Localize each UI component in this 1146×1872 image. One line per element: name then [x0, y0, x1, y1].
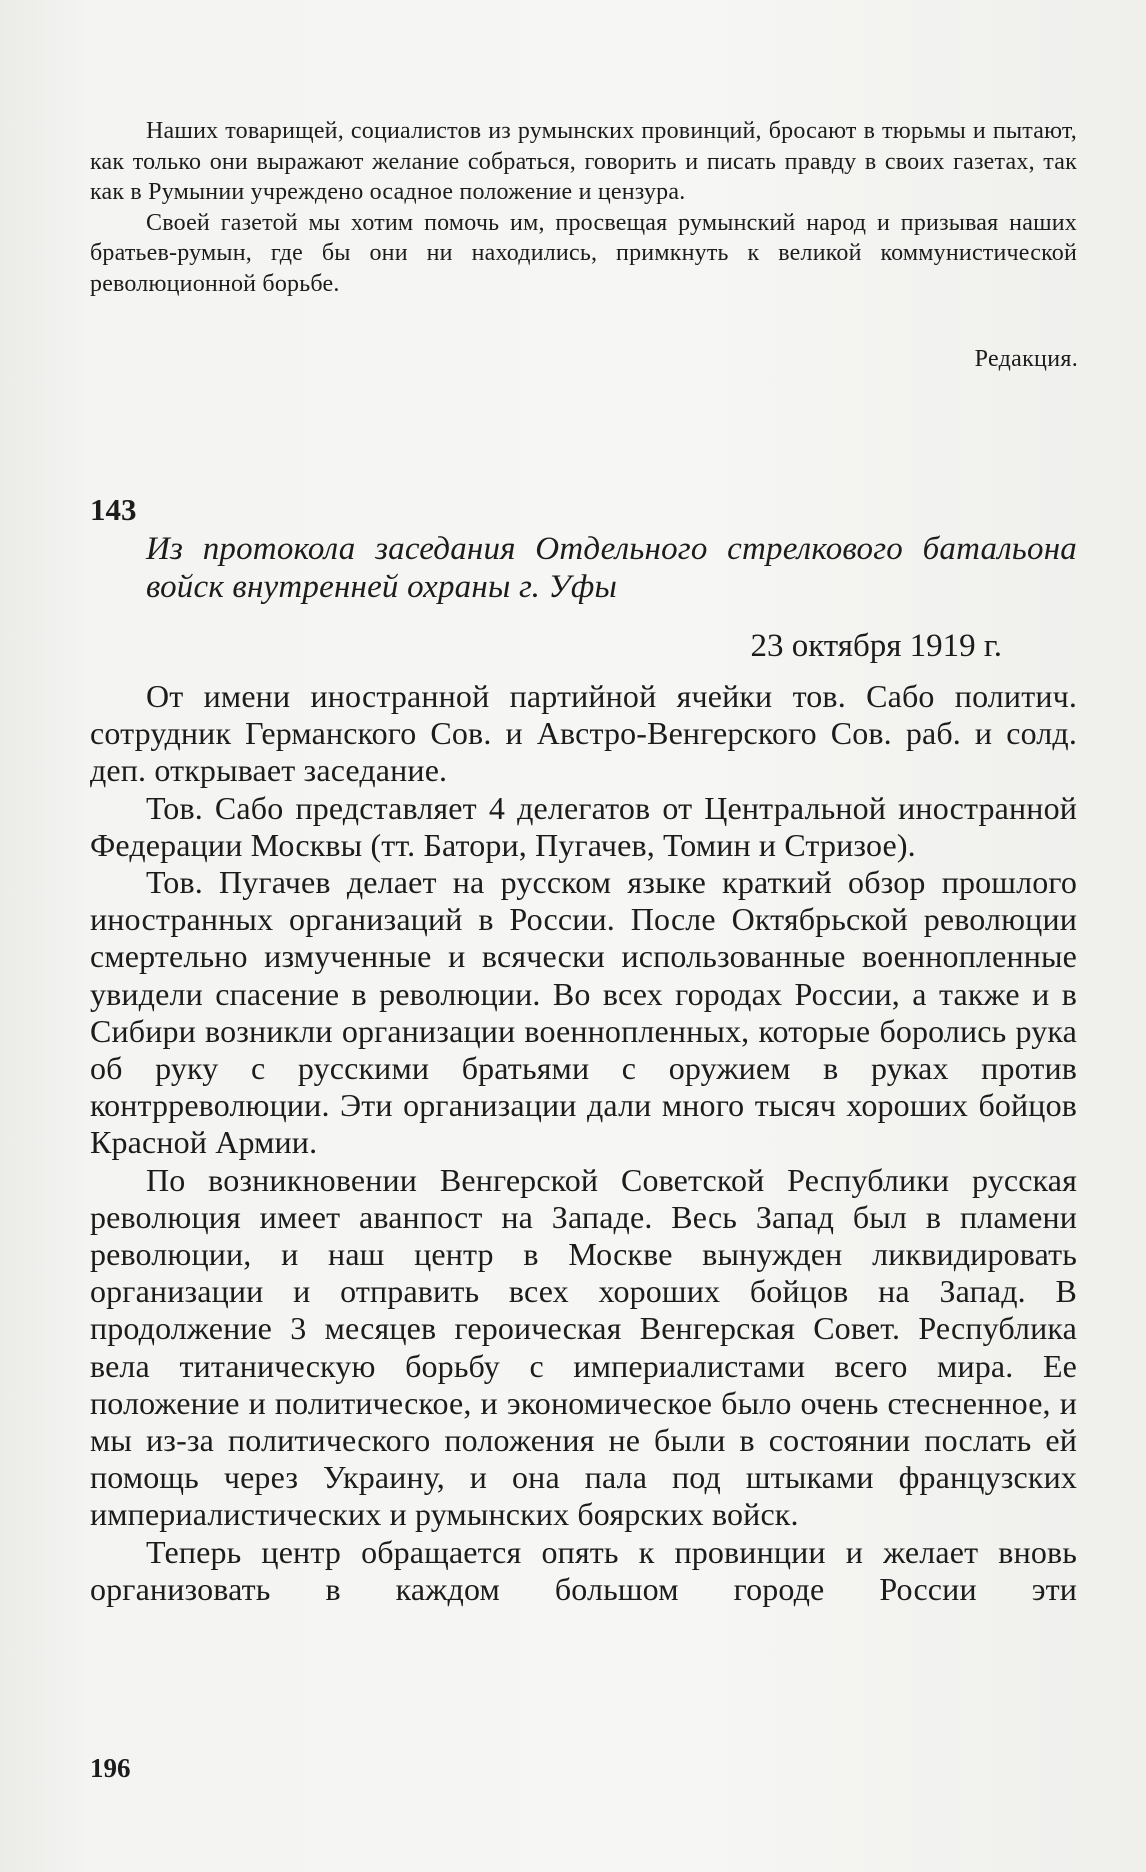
document-number: 143 — [90, 492, 137, 527]
intro-paragraph: Своей газетой мы хотим помочь им, просвещая румынский народ и призывая наших братьев-румын, где бы они ни находились, примкнуть к великой коммунистической революционной борьбе. — [90, 209, 1077, 297]
intro-paragraph: Наших товарищей, социалистов из румынских провинций, бросают в тюрьмы и пытают, как только они выражают желание собраться, говорить и писать правду в своих газетах, так как в Румынии учреждено осадное положение и цензура. — [90, 118, 1077, 205]
document-body — [90, 678, 1077, 1608]
document-title: Из протокола заседания Отдельного стрелкового батальона войск внутренней охраны г. Уфы — [146, 531, 1077, 605]
document-date: 23 октября 1919 г. — [750, 628, 1002, 664]
body-paragraph: По возникновении Венгерской Советской Республики русская революция имеет аванпост на Западе. Весь Запад был в пламени революции, и наш центр в Москве вынужден ликвидировать организации и отправить всех хороших бойцов на Запад. В продолжение 3 месяцев героическая Венгерская Совет. Республика вела титаническую борьбу с империалистами всего мира. Ее положение и политическое, и экономическое было очень стесненное, и мы из-за политического положения не были в состоянии послать ей помощь через Украину, и она пала под штыками французских империалистических и румынских боярских войск. — [90, 1161, 1077, 1533]
editorial-signature: Редакция. — [974, 346, 1078, 372]
page-number: 196 — [90, 1753, 131, 1783]
intro-text — [90, 116, 1077, 299]
body-paragraph: Тов. Сабо представляет 4 делегатов от Центральной иностранной Федерации Москвы (тт. Батори, Пугачев, Томин и Стризое). — [90, 789, 1077, 863]
body-paragraph: Тов. Пугачев делает на русском языке краткий обзор прошлого иностранных организаций в России. После Октябрьской революции смертельно измученные и всячески использованные военнопленные увидели спасение в революции. Во всех городах России, а также и в Сибири возникли организации военнопленных, которые боролись рука об руку с русскими братьями с оружием в руках против контрреволюции. Эти организации дали много тысяч хороших бойцов Красной Армии. — [90, 864, 1077, 1161]
body-paragraph: От имени иностранной партийной ячейки тов. Сабо политич. сотрудник Германского Сов. и Австро-Венгерского Сов. раб. и солд. деп. открывает заседание. — [90, 678, 1077, 789]
body-paragraph: Теперь центр обращается опять к провинции и желает вновь организовать в каждом большом городе России эти — [90, 1533, 1077, 1607]
